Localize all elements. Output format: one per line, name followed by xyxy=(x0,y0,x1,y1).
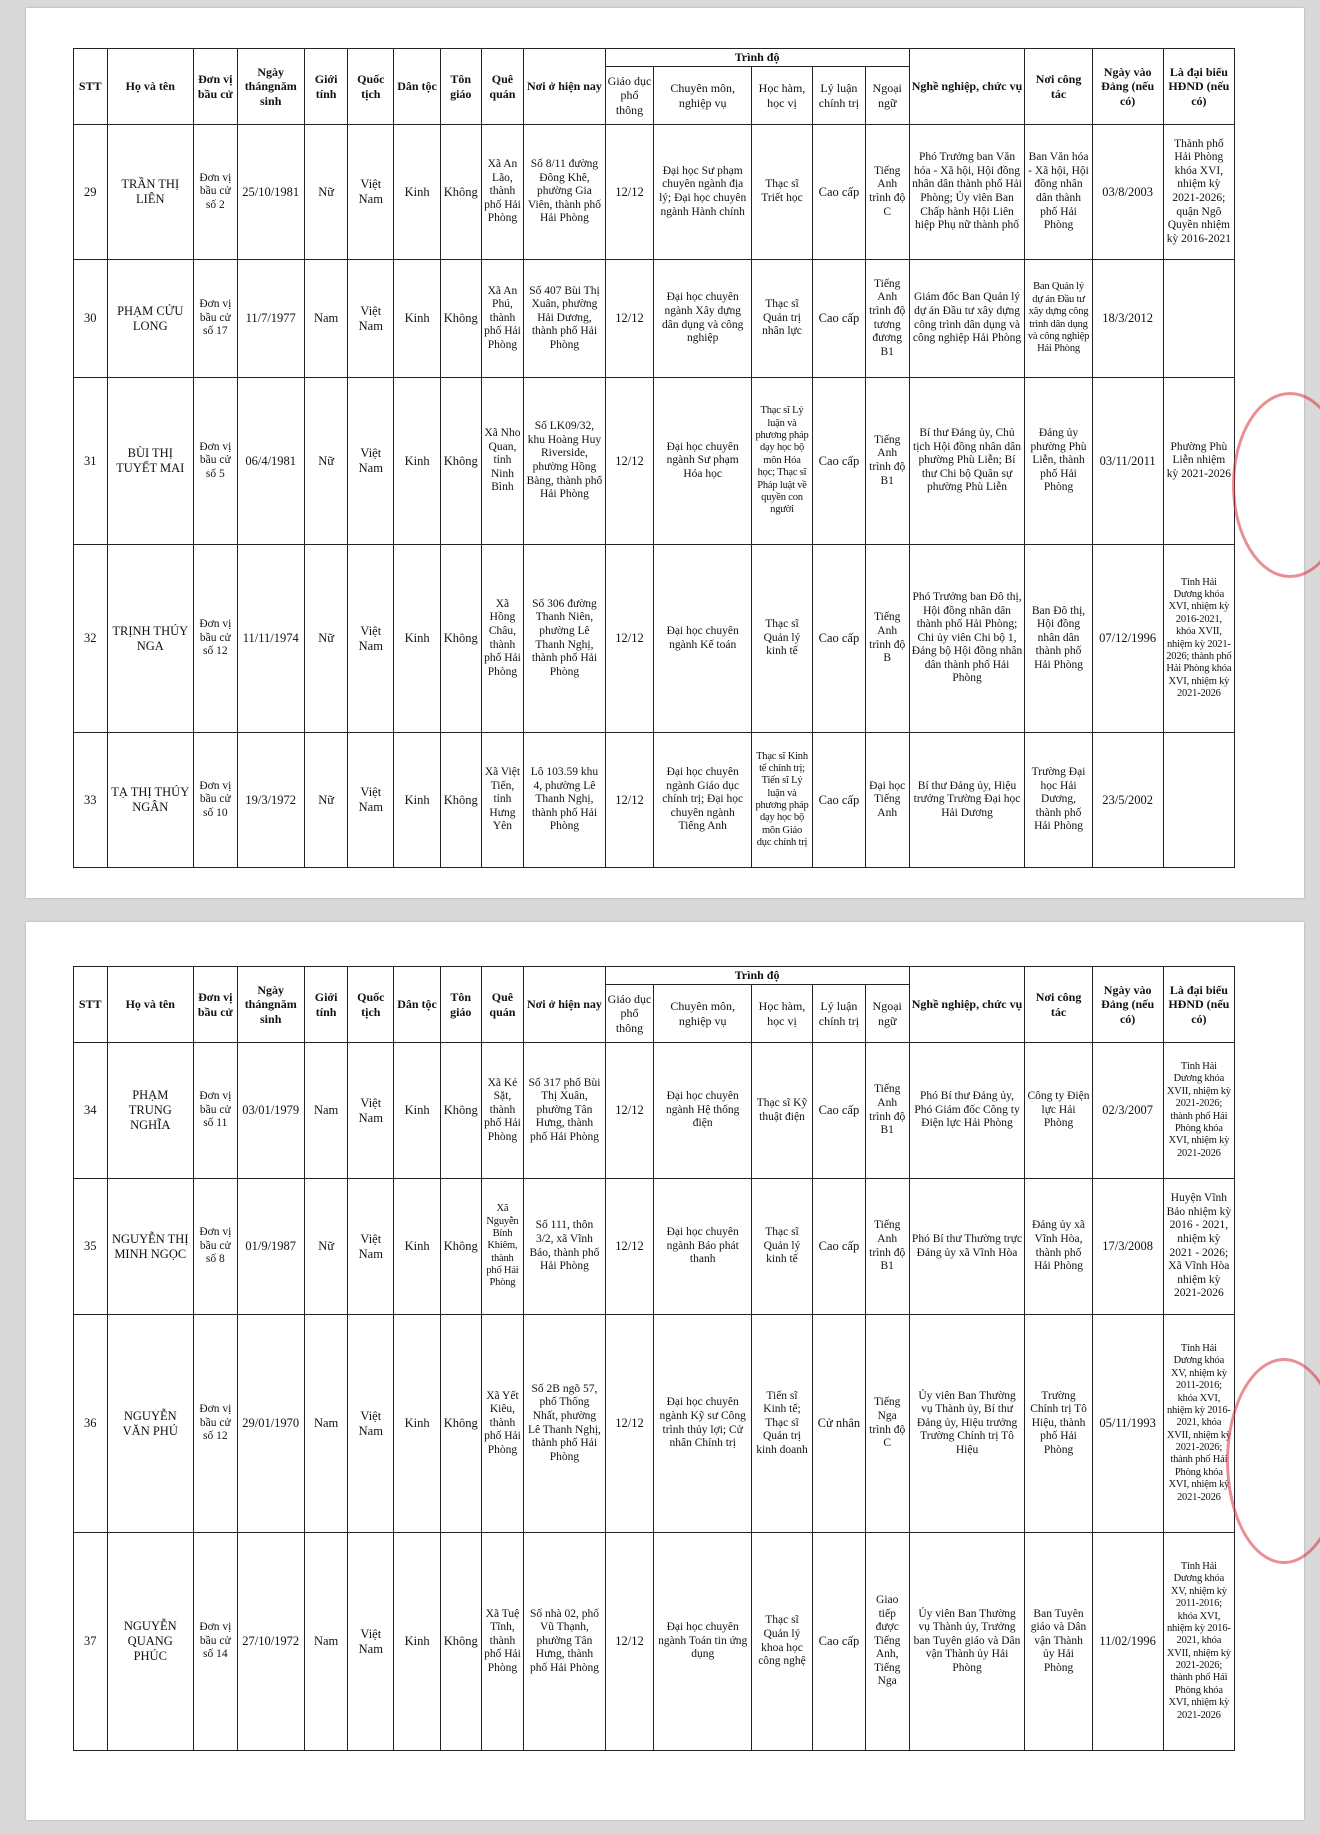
cell-workplace: Ban Quản lý dự án Đầu tư xây dựng công trình dân dụng và công nghiệp Hải Phòng xyxy=(1025,260,1092,378)
cell-nationality: Việt Nam xyxy=(348,1533,394,1751)
cell-address: Số LK09/32, khu Hoàng Huy Riverside, phường Hồng Bàng, thành phố Hải Phòng xyxy=(524,378,605,545)
col-council: Là đại biểu HĐND (nếu có) xyxy=(1163,967,1234,1043)
cell-degree: Thạc sĩ Quản lý khoa học công nghệ xyxy=(752,1533,813,1751)
cell-gender: Nữ xyxy=(304,378,348,545)
cell-hometown: Xã Nho Quan, tỉnh Ninh Bình xyxy=(481,378,524,545)
cell-specialty: Đại học chuyên ngành Hệ thống điện xyxy=(654,1043,752,1179)
cell-party-date: 07/12/1996 xyxy=(1092,545,1163,733)
col-address: Nơi ở hiện nay xyxy=(524,967,605,1043)
cell-general-edu: 12/12 xyxy=(605,545,654,733)
cell-stt: 34 xyxy=(74,1043,108,1179)
col-stt: STT xyxy=(74,49,108,125)
cell-unit: Đơn vị bầu cử số 8 xyxy=(193,1179,237,1315)
cell-name: PHẠM CỬU LONG xyxy=(107,260,193,378)
cell-specialty: Đại học chuyên ngành Toán tin ứng dụng xyxy=(654,1533,752,1751)
cell-degree: Thạc sĩ Kỹ thuật điện xyxy=(752,1043,813,1179)
cell-politics: Cao cấp xyxy=(812,545,865,733)
cell-religion: Không xyxy=(440,1315,481,1533)
cell-council: Tỉnh Hải Dương khóa XV, nhiệm kỳ 2011-2016; khóa XVI, nhiệm kỳ 2016-2021, khóa XVII, nhiệm kỳ 2021-2026; thành phố Hải Phòng khóa XVI, nhiệm kỳ 2021-2026 xyxy=(1163,1315,1234,1533)
cell-general-edu: 12/12 xyxy=(605,733,654,868)
cell-workplace: Ban Đô thị, Hội đồng nhân dân thành phố Hải Phòng xyxy=(1025,545,1092,733)
cell-workplace: Đảng ủy xã Vĩnh Hòa, thành phố Hải Phòng xyxy=(1025,1179,1092,1315)
cell-degree: Tiến sĩ Kinh tế; Thạc sĩ Quản trị kinh doanh xyxy=(752,1315,813,1533)
cell-general-edu: 12/12 xyxy=(605,378,654,545)
cell-hometown: Xã An Phú, thành phố Hải Phòng xyxy=(481,260,524,378)
cell-workplace: Trường Đại học Hải Dương, thành phố Hải Phòng xyxy=(1025,733,1092,868)
table-row xyxy=(74,125,1235,260)
cell-ethnic: Kinh xyxy=(394,1315,441,1533)
cell-politics: Cao cấp xyxy=(812,260,865,378)
col-specialty: Chuyên môn, nghiệp vụ xyxy=(654,985,752,1043)
cell-name: TRẦN THỊ LIÊN xyxy=(107,125,193,260)
col-general-edu: Giáo dục phổ thông xyxy=(605,985,654,1043)
cell-party-date: 11/02/1996 xyxy=(1092,1533,1163,1751)
cell-council: Huyện Vĩnh Bảo nhiệm kỳ 2016 - 2021, nhiệm kỳ 2021 - 2026; Xã Vĩnh Hòa nhiệm kỳ 2021-2026 xyxy=(1163,1179,1234,1315)
cell-language: Tiếng Anh trình độ B xyxy=(865,545,909,733)
table-row xyxy=(74,1315,1235,1533)
cell-specialty: Đại học Sư phạm chuyên ngành địa lý; Đại học chuyên ngành Hành chính xyxy=(654,125,752,260)
cell-ethnic: Kinh xyxy=(394,125,441,260)
cell-hometown: Xã Yết Kiêu, thành phố Hải Phòng xyxy=(481,1315,524,1533)
col-politics: Lý luận chính trị xyxy=(812,985,865,1043)
cell-council: Tỉnh Hải Dương khóa XVII, nhiệm kỳ 2021-2026; thành phố Hải Phòng khóa XVI, nhiệm kỳ 2021-2026 xyxy=(1163,1043,1234,1179)
cell-dob: 11/7/1977 xyxy=(237,260,304,378)
cell-gender: Nữ xyxy=(304,545,348,733)
cell-politics: Cao cấp xyxy=(812,733,865,868)
cell-dob: 06/4/1981 xyxy=(237,378,304,545)
cell-unit: Đơn vị bầu cử số 5 xyxy=(193,378,237,545)
cell-general-edu: 12/12 xyxy=(605,1043,654,1179)
cell-religion: Không xyxy=(440,1179,481,1315)
document-page-1 xyxy=(26,8,1304,898)
cell-name: NGUYỄN VĂN PHÚ xyxy=(107,1315,193,1533)
cell-unit: Đơn vị bầu cử số 2 xyxy=(193,125,237,260)
cell-dob: 29/01/1970 xyxy=(237,1315,304,1533)
cell-party-date: 03/8/2003 xyxy=(1092,125,1163,260)
cell-workplace: Ban Văn hóa - Xã hội, Hội đồng nhân dân thành phố Hải Phòng xyxy=(1025,125,1092,260)
candidate-table-page-2 xyxy=(73,966,1235,1751)
col-group-qualification: Trình độ xyxy=(605,967,909,985)
cell-politics: Cao cấp xyxy=(812,1179,865,1315)
cell-position: Phó Trưởng ban Đô thị, Hội đồng nhân dân thành phố Hải Phòng; Chi ủy viên Chi bộ 1, Đảng bộ Hội đồng nhân dân thành phố Hải Phòng xyxy=(909,545,1025,733)
cell-party-date: 02/3/2007 xyxy=(1092,1043,1163,1179)
cell-nationality: Việt Nam xyxy=(348,1043,394,1179)
cell-stt: 35 xyxy=(74,1179,108,1315)
cell-dob: 11/11/1974 xyxy=(237,545,304,733)
cell-address: Số 306 đường Thanh Niên, phường Lê Thanh Nghị, thành phố Hải Phòng xyxy=(524,545,605,733)
cell-language: Tiếng Nga trình độ C xyxy=(865,1315,909,1533)
col-workplace: Nơi công tác xyxy=(1025,967,1092,1043)
cell-ethnic: Kinh xyxy=(394,1043,441,1179)
col-specialty: Chuyên môn, nghiệp vụ xyxy=(654,67,752,125)
cell-party-date: 05/11/1993 xyxy=(1092,1315,1163,1533)
col-position: Nghề nghiệp, chức vụ xyxy=(909,49,1025,125)
cell-ethnic: Kinh xyxy=(394,545,441,733)
cell-position: Phó Bí thư Đảng ủy, Phó Giám đốc Công ty Điện lực Hải Phòng xyxy=(909,1043,1025,1179)
cell-position: Bí thư Đảng ủy, Chủ tịch Hội đồng nhân dân phường Phù Liễn; Bí thư Chi bộ Quân sự phường Phù Liễn xyxy=(909,378,1025,545)
cell-general-edu: 12/12 xyxy=(605,125,654,260)
cell-language: Tiếng Anh trình độ tương đương B1 xyxy=(865,260,909,378)
cell-gender: Nam xyxy=(304,260,348,378)
cell-politics: Cao cấp xyxy=(812,1043,865,1179)
col-position: Nghề nghiệp, chức vụ xyxy=(909,967,1025,1043)
cell-dob: 03/01/1979 xyxy=(237,1043,304,1179)
cell-party-date: 17/3/2008 xyxy=(1092,1179,1163,1315)
cell-gender: Nữ xyxy=(304,1179,348,1315)
cell-address: Số 317 phố Bùi Thị Xuân, phường Tân Hưng, thành phố Hải Phòng xyxy=(524,1043,605,1179)
cell-address: Lô 103.59 khu 4, phường Lê Thanh Nghị, thành phố Hải Phòng xyxy=(524,733,605,868)
cell-name: NGUYỄN QUANG PHÚC xyxy=(107,1533,193,1751)
col-nationality: Quốc tịch xyxy=(348,49,394,125)
cell-specialty: Đại học chuyên ngành Kỹ sư Công trình thủy lợi; Cử nhân Chính trị xyxy=(654,1315,752,1533)
cell-council: Tỉnh Hải Dương khóa XVI, nhiệm kỳ 2016-2021, khóa XVII, nhiệm kỳ 2021-2026; thành phố Hải Phòng khóa XVI, nhiệm kỳ 2021-2026 xyxy=(1163,545,1234,733)
document-page-2 xyxy=(26,922,1304,1820)
cell-religion: Không xyxy=(440,378,481,545)
cell-stt: 30 xyxy=(74,260,108,378)
cell-gender: Nữ xyxy=(304,125,348,260)
cell-workplace: Trường Chính trị Tô Hiệu, thành phố Hải Phòng xyxy=(1025,1315,1092,1533)
cell-degree: Thạc sĩ Lý luận và phương pháp dạy học bộ môn Hóa học; Thạc sĩ Pháp luật về quyền con người xyxy=(752,378,813,545)
cell-name: TRỊNH THÚY NGA xyxy=(107,545,193,733)
cell-position: Giám đốc Ban Quản lý dự án Đầu tư xây dựng công trình dân dụng và công nghiệp Hải Phòng xyxy=(909,260,1025,378)
cell-address: Số nhà 02, phố Vũ Thạnh, phường Tân Hưng, thành phố Hải Phòng xyxy=(524,1533,605,1751)
cell-nationality: Việt Nam xyxy=(348,378,394,545)
cell-name: NGUYỄN THỊ MINH NGỌC xyxy=(107,1179,193,1315)
cell-general-edu: 12/12 xyxy=(605,1315,654,1533)
cell-language: Tiếng Anh trình độ B1 xyxy=(865,1179,909,1315)
cell-position: Phó Trưởng ban Văn hóa - Xã hội, Hội đồng nhân dân thành phố Hải Phòng; Ủy viên Ban Chấp hành Hội Liên hiệp Phụ nữ thành phố xyxy=(909,125,1025,260)
cell-council: Phường Phù Liễn nhiệm kỳ 2021-2026 xyxy=(1163,378,1234,545)
cell-general-edu: 12/12 xyxy=(605,260,654,378)
col-religion: Tôn giáo xyxy=(440,49,481,125)
col-party-date: Ngày vào Đảng (nếu có) xyxy=(1092,967,1163,1043)
cell-stt: 29 xyxy=(74,125,108,260)
cell-language: Đại học Tiếng Anh xyxy=(865,733,909,868)
cell-stt: 36 xyxy=(74,1315,108,1533)
table-row xyxy=(74,545,1235,733)
cell-council xyxy=(1163,733,1234,868)
col-name: Họ và tên xyxy=(107,49,193,125)
cell-address: Số 407 Bùi Thị Xuân, phường Hải Dương, thành phố Hải Phòng xyxy=(524,260,605,378)
cell-religion: Không xyxy=(440,125,481,260)
cell-position: Phó Bí thư Thường trực Đảng ủy xã Vĩnh Hòa xyxy=(909,1179,1025,1315)
cell-language: Giao tiếp được Tiếng Anh, Tiếng Nga xyxy=(865,1533,909,1751)
cell-dob: 27/10/1972 xyxy=(237,1533,304,1751)
cell-ethnic: Kinh xyxy=(394,1533,441,1751)
cell-name: TẠ THỊ THÚY NGÂN xyxy=(107,733,193,868)
col-gender: Giới tính xyxy=(304,49,348,125)
table-row xyxy=(74,1533,1235,1751)
cell-specialty: Đại học chuyên ngành Giáo dục chính trị; Đại học chuyên ngành Tiếng Anh xyxy=(654,733,752,868)
cell-ethnic: Kinh xyxy=(394,378,441,545)
cell-nationality: Việt Nam xyxy=(348,1315,394,1533)
cell-stt: 32 xyxy=(74,545,108,733)
cell-politics: Cao cấp xyxy=(812,125,865,260)
cell-degree: Thạc sĩ Quản lý kinh tế xyxy=(752,1179,813,1315)
cell-nationality: Việt Nam xyxy=(348,545,394,733)
cell-ethnic: Kinh xyxy=(394,733,441,868)
col-unit: Đơn vị bầu cử xyxy=(193,967,237,1043)
col-workplace: Nơi công tác xyxy=(1025,49,1092,125)
cell-general-edu: 12/12 xyxy=(605,1179,654,1315)
cell-hometown: Xã Hồng Châu, thành phố Hải Phòng xyxy=(481,545,524,733)
col-general-edu: Giáo dục phổ thông xyxy=(605,67,654,125)
col-degree: Học hàm, học vị xyxy=(752,67,813,125)
cell-religion: Không xyxy=(440,260,481,378)
cell-hometown: Xã Tuệ Tĩnh, thành phố Hải Phòng xyxy=(481,1533,524,1751)
cell-politics: Cao cấp xyxy=(812,1533,865,1751)
cell-nationality: Việt Nam xyxy=(348,1179,394,1315)
cell-degree: Thạc sĩ Kinh tế chính trị; Tiến sĩ Lý luận và phương pháp dạy học bộ môn Giáo dục chính trị xyxy=(752,733,813,868)
cell-language: Tiếng Anh trình độ B1 xyxy=(865,1043,909,1179)
table-row xyxy=(74,1179,1235,1315)
cell-gender: Nam xyxy=(304,1043,348,1179)
table-row xyxy=(74,1043,1235,1179)
cell-council: Tỉnh Hải Dương khóa XV, nhiệm kỳ 2011-2016; khóa XVI, nhiệm kỳ 2016-2021, khóa XVII, nhiệm kỳ 2021-2026; thành phố Hải Phòng khóa XVI, nhiệm kỳ 2021-2026 xyxy=(1163,1533,1234,1751)
col-dob: Ngày thángnăm sinh xyxy=(237,967,304,1043)
cell-hometown: Xã Nguyễn Bỉnh Khiêm, thành phố Hải Phòng xyxy=(481,1179,524,1315)
cell-position: Bí thư Đảng ủy, Hiệu trưởng Trường Đại học Hải Dương xyxy=(909,733,1025,868)
col-language: Ngoại ngữ xyxy=(865,67,909,125)
col-party-date: Ngày vào Đảng (nếu có) xyxy=(1092,49,1163,125)
cell-degree: Thạc sĩ Quản lý kinh tế xyxy=(752,545,813,733)
col-religion: Tôn giáo xyxy=(440,967,481,1043)
cell-workplace: Công ty Điện lực Hải Phòng xyxy=(1025,1043,1092,1179)
cell-religion: Không xyxy=(440,733,481,868)
col-gender: Giới tính xyxy=(304,967,348,1043)
col-dob: Ngày thángnăm sinh xyxy=(237,49,304,125)
cell-religion: Không xyxy=(440,1043,481,1179)
cell-council xyxy=(1163,260,1234,378)
col-ethnic: Dân tộc xyxy=(394,49,441,125)
col-hometown: Quê quán xyxy=(481,967,524,1043)
cell-religion: Không xyxy=(440,1533,481,1751)
cell-dob: 25/10/1981 xyxy=(237,125,304,260)
col-stt: STT xyxy=(74,967,108,1043)
cell-ethnic: Kinh xyxy=(394,260,441,378)
cell-dob: 01/9/1987 xyxy=(237,1179,304,1315)
cell-gender: Nam xyxy=(304,1533,348,1751)
cell-position: Ủy viên Ban Thường vụ Thành ủy, Bí thư Đảng ủy, Hiệu trưởng Trường Chính trị Tô Hiệu xyxy=(909,1315,1025,1533)
cell-nationality: Việt Nam xyxy=(348,733,394,868)
cell-degree: Thạc sĩ Quản trị nhân lực xyxy=(752,260,813,378)
cell-dob: 19/3/1972 xyxy=(237,733,304,868)
col-address: Nơi ở hiện nay xyxy=(524,49,605,125)
col-language: Ngoại ngữ xyxy=(865,985,909,1043)
cell-workplace: Đảng ủy phường Phù Liễn, thành phố Hải Phòng xyxy=(1025,378,1092,545)
cell-nationality: Việt Nam xyxy=(348,260,394,378)
cell-gender: Nữ xyxy=(304,733,348,868)
col-group-qualification: Trình độ xyxy=(605,49,909,67)
cell-party-date: 18/3/2012 xyxy=(1092,260,1163,378)
candidate-table-page-1 xyxy=(73,48,1235,868)
cell-language: Tiếng Anh trình độ B1 xyxy=(865,378,909,545)
col-hometown: Quê quán xyxy=(481,49,524,125)
cell-specialty: Đại học chuyên ngành Kế toán xyxy=(654,545,752,733)
cell-politics: Cử nhân xyxy=(812,1315,865,1533)
cell-degree: Thạc sĩ Triết học xyxy=(752,125,813,260)
col-politics: Lý luận chính trị xyxy=(812,67,865,125)
cell-position: Ủy viên Ban Thường vụ Thành ủy, Trưởng ban Tuyên giáo và Dân vận Thành ủy Hải Phòng xyxy=(909,1533,1025,1751)
cell-nationality: Việt Nam xyxy=(348,125,394,260)
cell-ethnic: Kinh xyxy=(394,1179,441,1315)
cell-address: Số 8/11 đường Đông Khê, phường Gia Viên, thành phố Hải Phòng xyxy=(524,125,605,260)
cell-general-edu: 12/12 xyxy=(605,1533,654,1751)
cell-religion: Không xyxy=(440,545,481,733)
col-name: Họ và tên xyxy=(107,967,193,1043)
cell-name: PHẠM TRUNG NGHĨA xyxy=(107,1043,193,1179)
table-row xyxy=(74,733,1235,868)
cell-party-date: 03/11/2011 xyxy=(1092,378,1163,545)
cell-unit: Đơn vị bầu cử số 12 xyxy=(193,1315,237,1533)
cell-address: Số 111, thôn 3/2, xã Vĩnh Bảo, thành phố Hải Phòng xyxy=(524,1179,605,1315)
col-ethnic: Dân tộc xyxy=(394,967,441,1043)
col-nationality: Quốc tịch xyxy=(348,967,394,1043)
cell-party-date: 23/5/2002 xyxy=(1092,733,1163,868)
cell-language: Tiếng Anh trình độ C xyxy=(865,125,909,260)
cell-gender: Nam xyxy=(304,1315,348,1533)
cell-hometown: Xã Việt Tiến, tỉnh Hưng Yên xyxy=(481,733,524,868)
cell-politics: Cao cấp xyxy=(812,378,865,545)
cell-specialty: Đại học chuyên ngành Báo phát thanh xyxy=(654,1179,752,1315)
cell-unit: Đơn vị bầu cử số 12 xyxy=(193,545,237,733)
cell-unit: Đơn vị bầu cử số 11 xyxy=(193,1043,237,1179)
cell-stt: 37 xyxy=(74,1533,108,1751)
cell-hometown: Xã An Lão, thành phố Hải Phòng xyxy=(481,125,524,260)
cell-unit: Đơn vị bầu cử số 17 xyxy=(193,260,237,378)
cell-address: Số 2B ngõ 57, phố Thống Nhất, phường Lê Thanh Nghị, thành phố Hải Phòng xyxy=(524,1315,605,1533)
cell-stt: 33 xyxy=(74,733,108,868)
cell-stt: 31 xyxy=(74,378,108,545)
col-council: Là đại biểu HĐND (nếu có) xyxy=(1163,49,1234,125)
cell-hometown: Xã Kẻ Sặt, thành phố Hải Phòng xyxy=(481,1043,524,1179)
table-row xyxy=(74,260,1235,378)
cell-name: BÙI THỊ TUYẾT MAI xyxy=(107,378,193,545)
col-unit: Đơn vị bầu cử xyxy=(193,49,237,125)
cell-specialty: Đại học chuyên ngành Sư phạm Hóa học xyxy=(654,378,752,545)
cell-unit: Đơn vị bầu cử số 10 xyxy=(193,733,237,868)
cell-specialty: Đại học chuyên ngành Xây dựng dân dụng và công nghiệp xyxy=(654,260,752,378)
cell-workplace: Ban Tuyên giáo và Dân vận Thành ủy Hải Phòng xyxy=(1025,1533,1092,1751)
cell-council: Thành phố Hải Phòng khóa XVI, nhiệm kỳ 2021-2026; quận Ngô Quyền nhiệm kỳ 2016-2021 xyxy=(1163,125,1234,260)
col-degree: Học hàm, học vị xyxy=(752,985,813,1043)
cell-unit: Đơn vị bầu cử số 14 xyxy=(193,1533,237,1751)
table-row xyxy=(74,378,1235,545)
